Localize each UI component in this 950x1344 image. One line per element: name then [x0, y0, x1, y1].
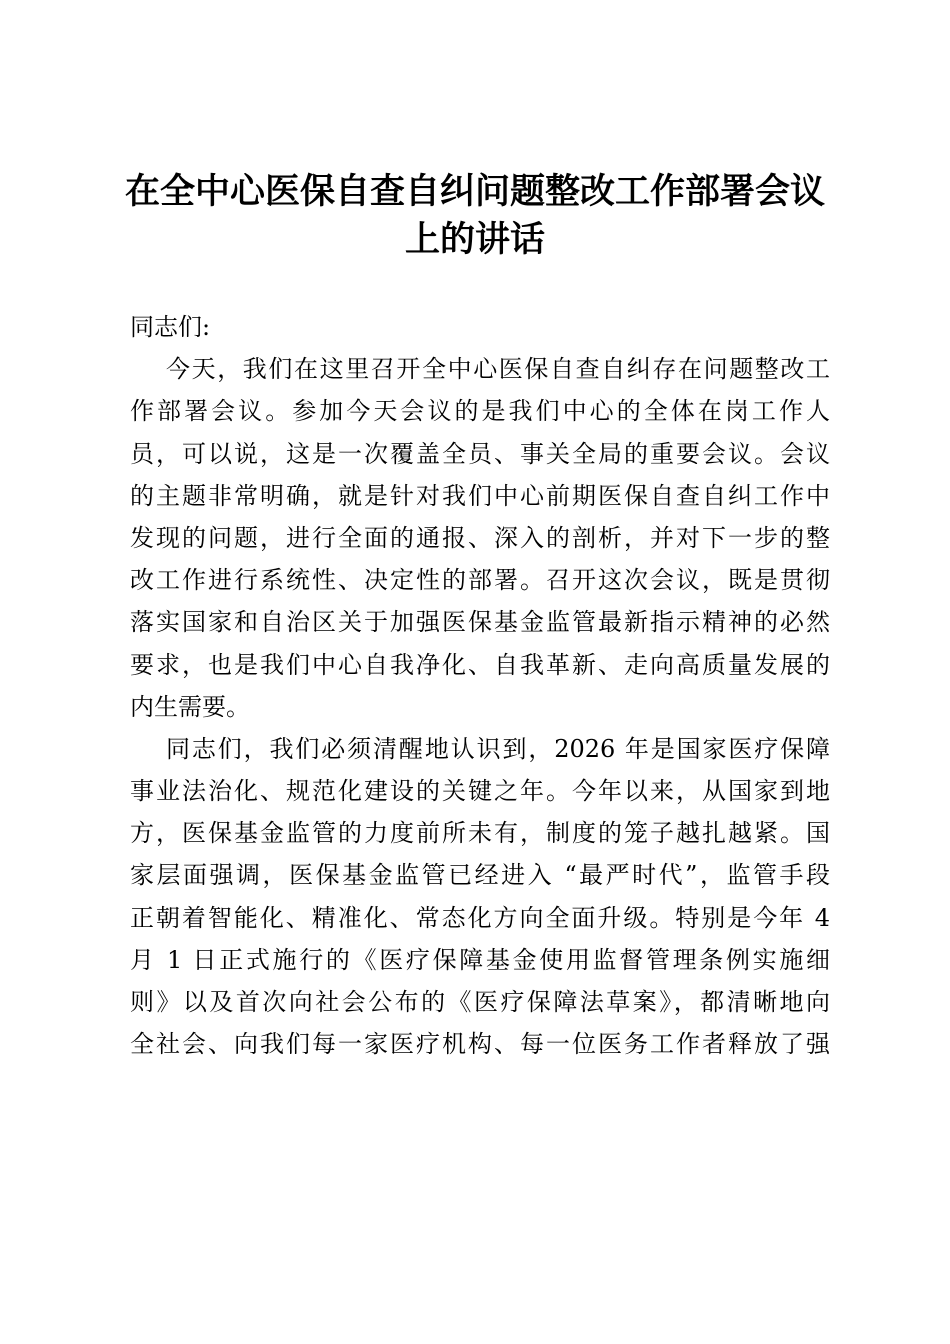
paragraph-line: 方，医保基金监管的力度前所未有，制度的笼子越扎越紧。国 — [130, 819, 830, 848]
title-line: 在全中心医保自查自纠问题整改工作部署会议 — [124, 171, 825, 212]
paragraph-line: 改工作进行系统性、决定性的部署。召开这次会议，既是贯彻 — [130, 566, 830, 595]
paragraph-line: 事业法治化、规范化建设的关键之年。今年以来，从国家到地 — [130, 777, 830, 806]
paragraph-line: 今天，我们在这里召开全中心医保自查自纠存在问题整改工 — [166, 355, 830, 384]
paragraph-line: 员，可以说，这是一次覆盖全员、事关全局的重要会议。会议 — [130, 439, 830, 468]
paragraph-line: 月 1 日正式施行的《医疗保障基金使用监督管理条例实施细 — [130, 945, 830, 974]
document-title — [120, 168, 830, 264]
paragraph-line: 发现的问题，进行全面的通报、深入的剖析，并对下一步的整 — [130, 523, 830, 552]
document-body — [130, 306, 830, 1065]
paragraph-line: 内生需要。 — [130, 692, 250, 721]
paragraph-line: 家层面强调，医保基金监管已经进入 “最严时代”，监管手段 — [130, 861, 830, 890]
paragraph-2 — [130, 728, 830, 1066]
paragraph-line: 同志们，我们必须清醒地认识到，2026 年是国家医疗保障 — [166, 734, 830, 763]
title-line: 上的讲话 — [404, 219, 545, 260]
paragraph-line: 正朝着智能化、精准化、常态化方向全面升级。特别是今年 4 — [130, 903, 830, 932]
paragraph-line: 要求，也是我们中心自我净化、自我革新、走向高质量发展的 — [130, 650, 830, 679]
paragraph-line: 落实国家和自治区关于加强医保基金监管最新指示精神的必然 — [130, 608, 830, 637]
paragraph-line: 全社会、向我们每一家医疗机构、每一位医务工作者释放了强 — [130, 1030, 830, 1059]
paragraph-line: 作部署会议。参加今天会议的是我们中心的全体在岗工作人 — [130, 397, 830, 426]
salutation: 同志们: — [130, 313, 211, 341]
paragraph-line: 的主题非常明确，就是针对我们中心前期医保自查自纠工作中 — [130, 481, 830, 510]
paragraph-1 — [130, 348, 830, 728]
paragraph-line: 则》以及首次向社会公布的《医疗保障法草案》，都清晰地向 — [130, 988, 830, 1016]
